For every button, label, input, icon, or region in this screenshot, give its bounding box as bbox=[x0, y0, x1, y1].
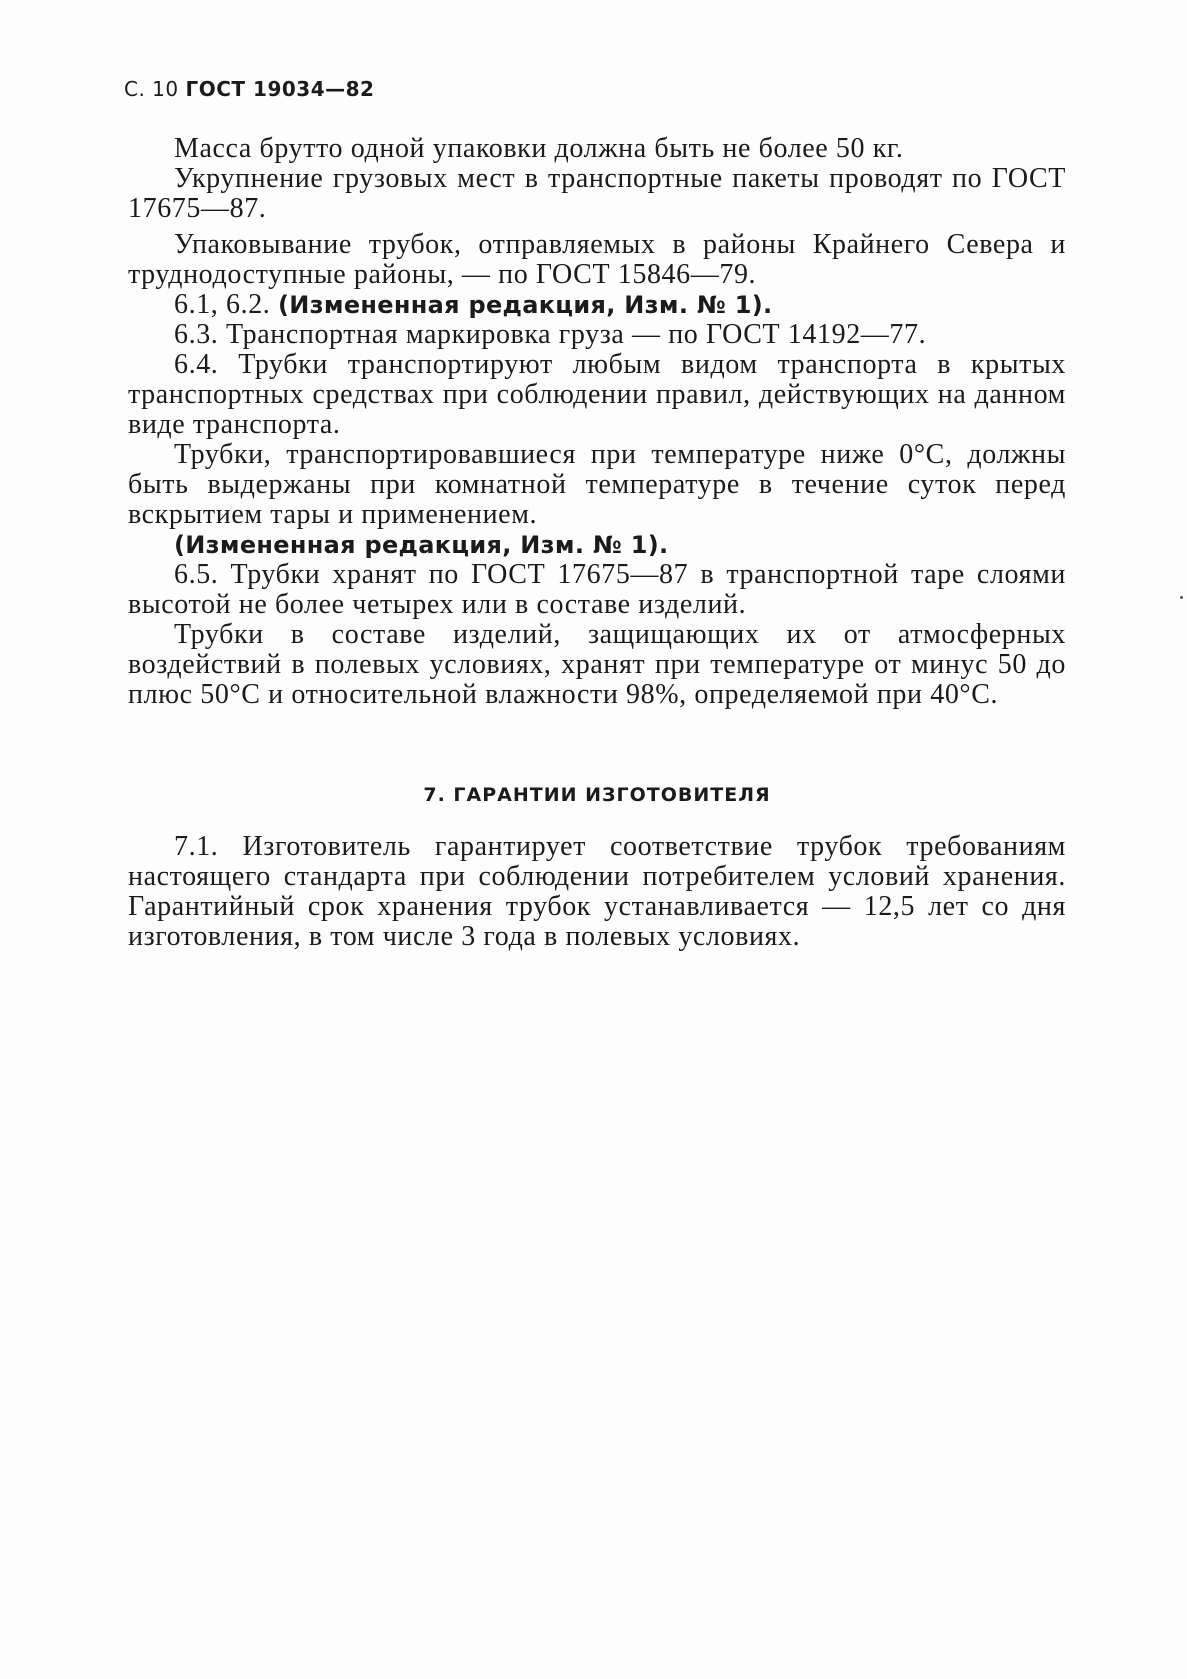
paragraph-temperature: Трубки, транспортировавшиеся при температуре ниже 0°С, должны быть выдержаны при комнатной температуре в течение суток перед вскрытием тары и применением. bbox=[128, 439, 1066, 530]
standard-number: ГОСТ 19034—82 bbox=[185, 77, 375, 101]
paragraph-north-packaging: Упаковывание трубок, отправляемых в районы Крайнего Севера и труднодоступные районы, — по ГОСТ 15846—79. bbox=[128, 229, 1066, 290]
scan-speck bbox=[1180, 596, 1183, 599]
paragraph-6-5: 6.5. Трубки хранят по ГОСТ 17675—87 в транспортной таре слоями высотой не более четырех или в составе изделий. bbox=[128, 559, 1066, 620]
paragraph-cargo-enlargement: Укрупнение грузовых мест в транспортные пакеты проводят по ГОСТ 17675—87. bbox=[128, 163, 1066, 224]
clause-ref: 6.1, 6.2. bbox=[174, 289, 278, 320]
amendment-note: (Измененная редакция, Изм. № 1). bbox=[278, 291, 773, 319]
paragraph-6-4: 6.4. Трубки транспортируют любым видом транспорта в крытых транспортных средствах при соблюдении правил, действующих на данном виде транспорта. bbox=[128, 349, 1066, 440]
section-6-body bbox=[128, 134, 1066, 710]
paragraph-field-storage: Трубки в составе изделий, защищающих их от атмосферных воздействий в полевых условиях, хранят при температуре от минус 50 до плюс 50°С и относительной влажности 98%, определяемой при 40°С. bbox=[128, 619, 1066, 710]
page-header bbox=[124, 77, 374, 101]
paragraph-amendment-6-4 bbox=[128, 530, 1066, 560]
paragraph-gross-mass: Масса брутто одной упаковки должна быть не более 50 кг. bbox=[174, 133, 904, 164]
page-number: С. 10 bbox=[124, 77, 179, 101]
section-7-body bbox=[128, 832, 1066, 952]
paragraph-6-3: 6.3. Транспортная маркировка груза — по ГОСТ 14192—77. bbox=[174, 319, 927, 350]
amendment-note: (Измененная редакция, Изм. № 1). bbox=[174, 531, 669, 559]
section-7-heading: 7. ГАРАНТИИ ИЗГОТОВИТЕЛЯ bbox=[423, 784, 771, 806]
paragraph-7-1: 7.1. Изготовитель гарантирует соответствие трубок требованиям настоящего стандарта при соблюдении потребителем условий хранения. Гарантийный срок хранения трубок устанавливается — 12,5 лет со дня изготовления, в том числе 3 года в полевых условиях. bbox=[128, 831, 1066, 952]
paragraph-amendment-6-1 bbox=[128, 290, 1066, 320]
